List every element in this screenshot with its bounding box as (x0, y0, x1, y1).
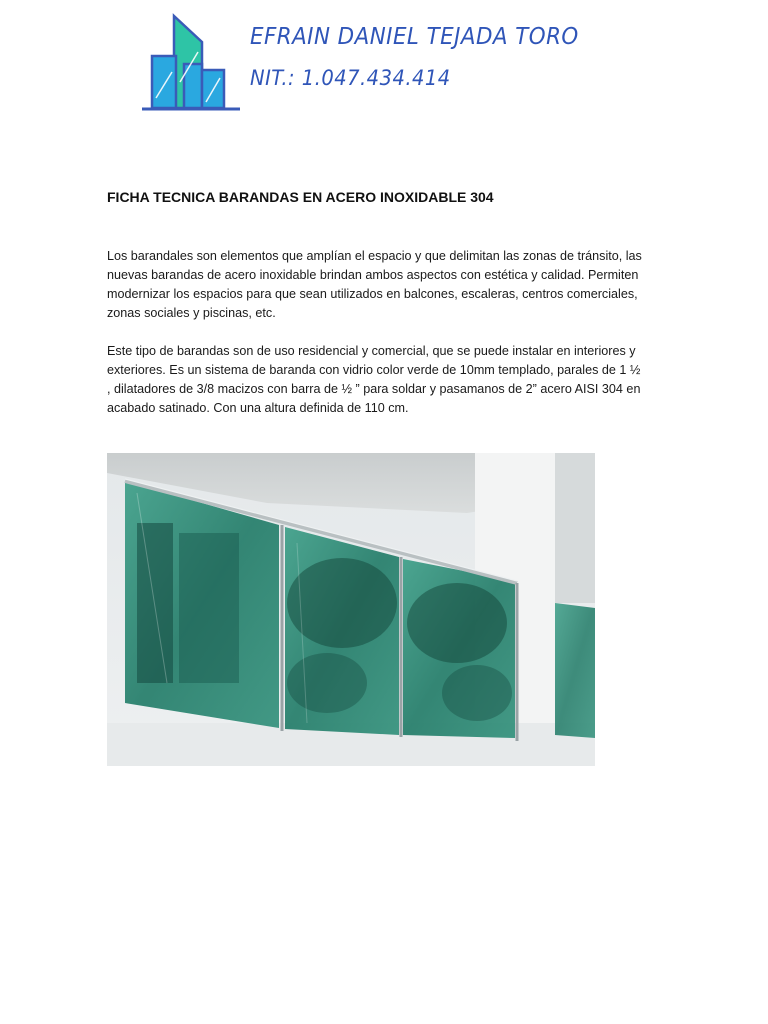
company-nit: NIT.: 1.047.434.414 (250, 66, 451, 90)
paragraph-specifications: Este tipo de barandas son de uso residencial y comercial, que se puede instalar en interiores y exteriores. Es un sistema de baranda con vidrio color verde de 10mm templado, parales de 1 ½ , dilatadores de 3/8 macizos con barra de ½ ” para soldar y pasamanos de 2” acero AISI 304 en acabado satinado. Con una altura definida de 110 cm. (107, 344, 641, 415)
document-title: FICHA TECNICA BARANDAS EN ACERO INOXIDABLE 304 (107, 189, 494, 205)
paragraph-description: Los barandales son elementos que amplían el espacio y que delimitan las zonas de tránsito, las nuevas barandas de acero inoxidable brindan ambos aspectos con estética y calidad. Permiten modernizar los espacios para que sean utilizados en balcones, escaleras, centros comerciales, zonas sociales y piscinas, etc. (107, 249, 642, 320)
buildings-logo-icon (140, 12, 244, 114)
railing-photo (107, 453, 595, 766)
logo-left-building (152, 56, 176, 108)
company-name: EFRAIN DANIEL TEJADA TORO (250, 24, 579, 50)
